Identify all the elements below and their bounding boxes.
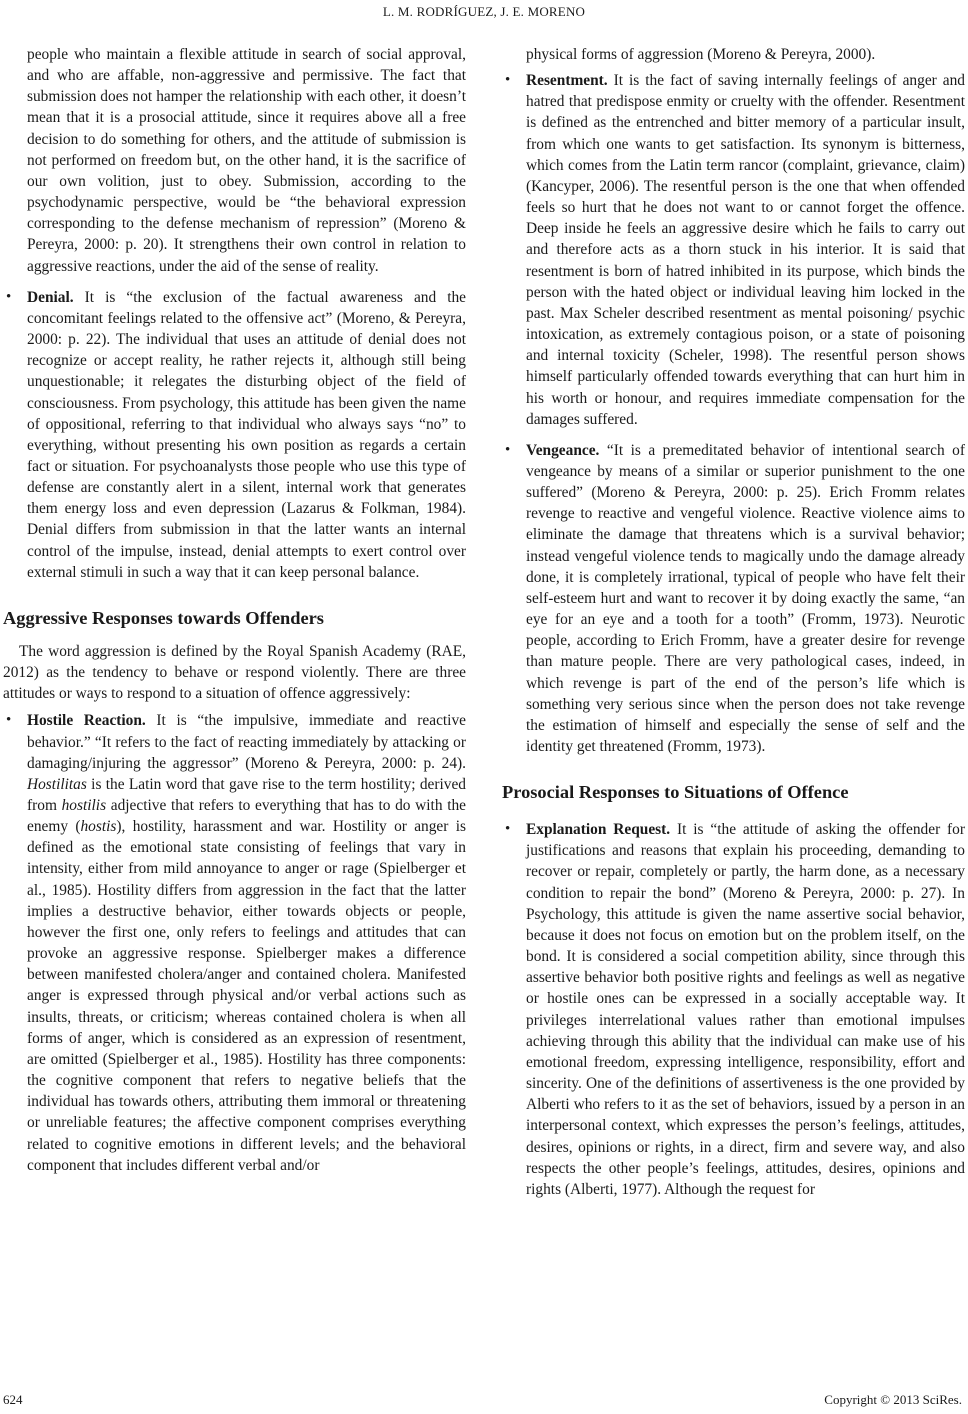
paragraph: physical forms of aggression (Moreno & Pereyra, 2000). <box>526 46 876 63</box>
paragraph: people who maintain a flexible attitude in search of social approval, and who are affable, non-aggressive and permissive. The fact that submission does not hamper the relationship with each other, it doesn’t mean that it is a prosocial attitude, since it requires above all a free decision to do something for others, and the attitude of submission is not performed on freedom but, on the other hand, it is the sacrifice of our own volition, just to obey. Submission, according to the psychodynamic perspective, would be “the behavioral expression corresponding to the defense mechanism of repression” (Moreno & Pereyra, 2000: p. 20). It strengthens their own control in relation to aggressive reactions, under the aid of the sense of reality. <box>27 46 466 275</box>
term-resentment: Resentment. <box>526 72 608 90</box>
submission-continuation <box>3 44 466 277</box>
bullet-list <box>3 287 466 583</box>
latin-term: hostilis <box>61 797 107 814</box>
list-item-vengeance <box>502 440 965 757</box>
continuation <box>502 44 965 65</box>
text-run: adjective that refers to everything that has to do with the enemy ( <box>27 797 466 836</box>
term-vengeance: Vengeance. <box>526 441 600 459</box>
page-number: 624 <box>3 1392 23 1407</box>
right-column <box>502 44 965 1200</box>
left-column <box>3 44 466 1176</box>
bullet-list <box>502 70 965 757</box>
list-item-explanation <box>502 819 965 1200</box>
term-denial: Denial. <box>27 288 74 306</box>
section-heading-aggressive: Aggressive Responses towards Offenders <box>3 607 324 628</box>
latin-term: Hostilitas <box>27 775 87 793</box>
definition-denial: It is “the exclusion of the factual awareness and the concomitant feelings related to the offensive act” (Moreno, & Pereyra, 2000: p. 22). The individual that uses an attitude of denial does not recognize or accept reality, he rather rejects it, although still being unquestionable; it relegates the disturbing object of the field of consciousness. From psychology, this attitude has been given the name of oppositional, referring to that individual who always says “no” to everything, without presenting his own position as regards a certain fact or situation. For psychoanalysts those people who use this type of defense are constantly alert in a silent, internal work that generates them energy loss and even depression (Lazarus & Folkman, 1984). Denial differs from submission in that the latter wants an internal control of the impulse, instead, denial attempts to exert control over external stimuli in such a way that it can keep personal balance. <box>27 288 466 581</box>
definition-resentment: It is the fact of saving internally feelings of anger and hatred that predispose enmity or cruelty with the offender. Resentment is defined as the entrenched and bitter memory of a particular insult, from which one wants to get satisfaction. Its synonym is bitterness, which comes from the Latin term rancor (complaint, grievance, claim) (Kancyper, 2006). The resentful person is the one that when offended feels so hurt that he does not want to or cannot forget the offence. Deep inside he feels an aggressive desire which he fails to carry out and therefore acts as a thorn stuck in his interior. It is said that resentment is born of hatred inhibited in its purpose, which binds the person with the hated object or individual leaving him locked in the past. Max Scheler described resentment as mental poisoning/ psychic intoxication, as extremely contagious poison, or a state of poisoning and internal toxicity (Scheler, 1998). The resentful person shows himself particularly offended towards everything that can hurt him in his worth or honour, and requires immediate compensation for the damages suffered. <box>526 72 965 428</box>
section-heading-prosocial: Prosocial Responses to Situations of Offence <box>502 782 849 803</box>
list-item-resentment <box>502 70 965 430</box>
term-explanation: Explanation Request. <box>526 821 671 839</box>
list-item-hostile <box>3 710 466 1175</box>
running-header: L. M. RODRÍGUEZ, J. E. MORENO <box>382 4 586 19</box>
text-run: is the Latin word that gave rise to the term hostility; derived from <box>27 775 466 814</box>
term-hostile: Hostile Reaction. <box>27 712 146 730</box>
list-item-denial <box>3 287 466 583</box>
copyright-notice: Copyright © 2013 SciRes. <box>824 1392 962 1407</box>
latin-term: hostis <box>80 818 117 836</box>
paragraph: The word aggression is defined by the Royal Spanish Academy (RAE, 2012) as the tendency to behave or respond violently. There are three attitudes or ways to respond to a situation of offence aggressively: <box>3 642 466 703</box>
definition-explanation: It is “the attitude of asking the offender for justifications and reasons that explain his proceeding, demanding to recover or repair, completely or partly, the harm done, as a necessary condition to repair the bond” (Moreno & Pereyra, 2000: p. 27). In Psychology, this attitude is given the name assertive social behavior, because it does not focus on emotion but on the problem itself, on the bond. It is considered a social competition ability, since through this assertive behavior both positive rights and feelings as well as negative or hostile ones can be expressed in a socially acceptable way. It privileges interrelational values rather than emotional impulses achieving through this ability that the individual can make use of his emotional freedom, expressing intelligence, responsibility, effort and sincerity. One of the definitions of assertiveness is the one provided by Alberti who refers to it as the set of behaviors, issued by a person in an interpersonal context, which expresses the person’s feelings, attitudes, desires, opinions or rights, in a direct, firm and severe way, and also respects the other people’s feelings, attitudes, desires, opinions and rights (Alberti, 1977). Although the request for <box>526 821 966 1198</box>
text-run: ), hostility, harassment and war. Hostility or anger is defined as the emotional state consisting of feelings that vary in intensity, either from mild annoyance to anger or rage (Spielberger et al., 1985). Hostility differs from aggression in the fact that the latter implies a destructive behavior, either towards objects or people, however the first one, only refers to feelings and attitudes that can provoke an aggressive response. Spielberger makes a difference between manifested cholera/anger and contained cholera. Manifested anger is expressed through physical and/or verbal actions such as insults, threats, or criticism; whereas contained cholera is when all forms of anger, which is considered as an expression of resentment, are omitted (Spielberger et al., 1985). Hostility has three components: the cognitive component that refers to negative beliefs that the individual has towards others, attributing them immoral or threatening or unreliable features; the affective component comprises everything related to cognitive emotions in different levels; and the behavioral component that includes different verbal and/or <box>27 818 466 1174</box>
bullet-list <box>3 710 466 1175</box>
definition-vengeance: “It is a premeditated behavior of intentional search of vengeance by means of a similar or superior punishment to the one suffered” (Moreno & Pereyra, 2000: p. 25). Erich Fromm relates revenge to reactive and vengeful violence. Reactive violence aims to eliminate the damage that threatens which is a survival behavior; instead vengeful violence tends to magically undo the damage already done, it is completely irrational, typical of people who have felt their self-esteem hurt and want to recover it by doing exactly the same, “an eye for an eye and a tooth for a tooth” (Fromm, 1973). Neurotic people, according to Erich Fromm, have a greater desire for revenge than mature people. There are very pathological cases, indeed, in which revenge is part of the end of the person’s life which is something very serious since when the person does not take revenge the estimation of himself and especially the sense of self and the identity get threatened (Fromm, 1973). <box>526 441 965 755</box>
text-run: It is “the impulsive, immediate and reactive behavior.” “It refers to the fact of reacting immediately by attacking or damaging/injuring the aggressor” (Moreno & Pereyra, 2000: p. 24). <box>27 712 466 772</box>
bullet-list <box>502 819 965 1200</box>
